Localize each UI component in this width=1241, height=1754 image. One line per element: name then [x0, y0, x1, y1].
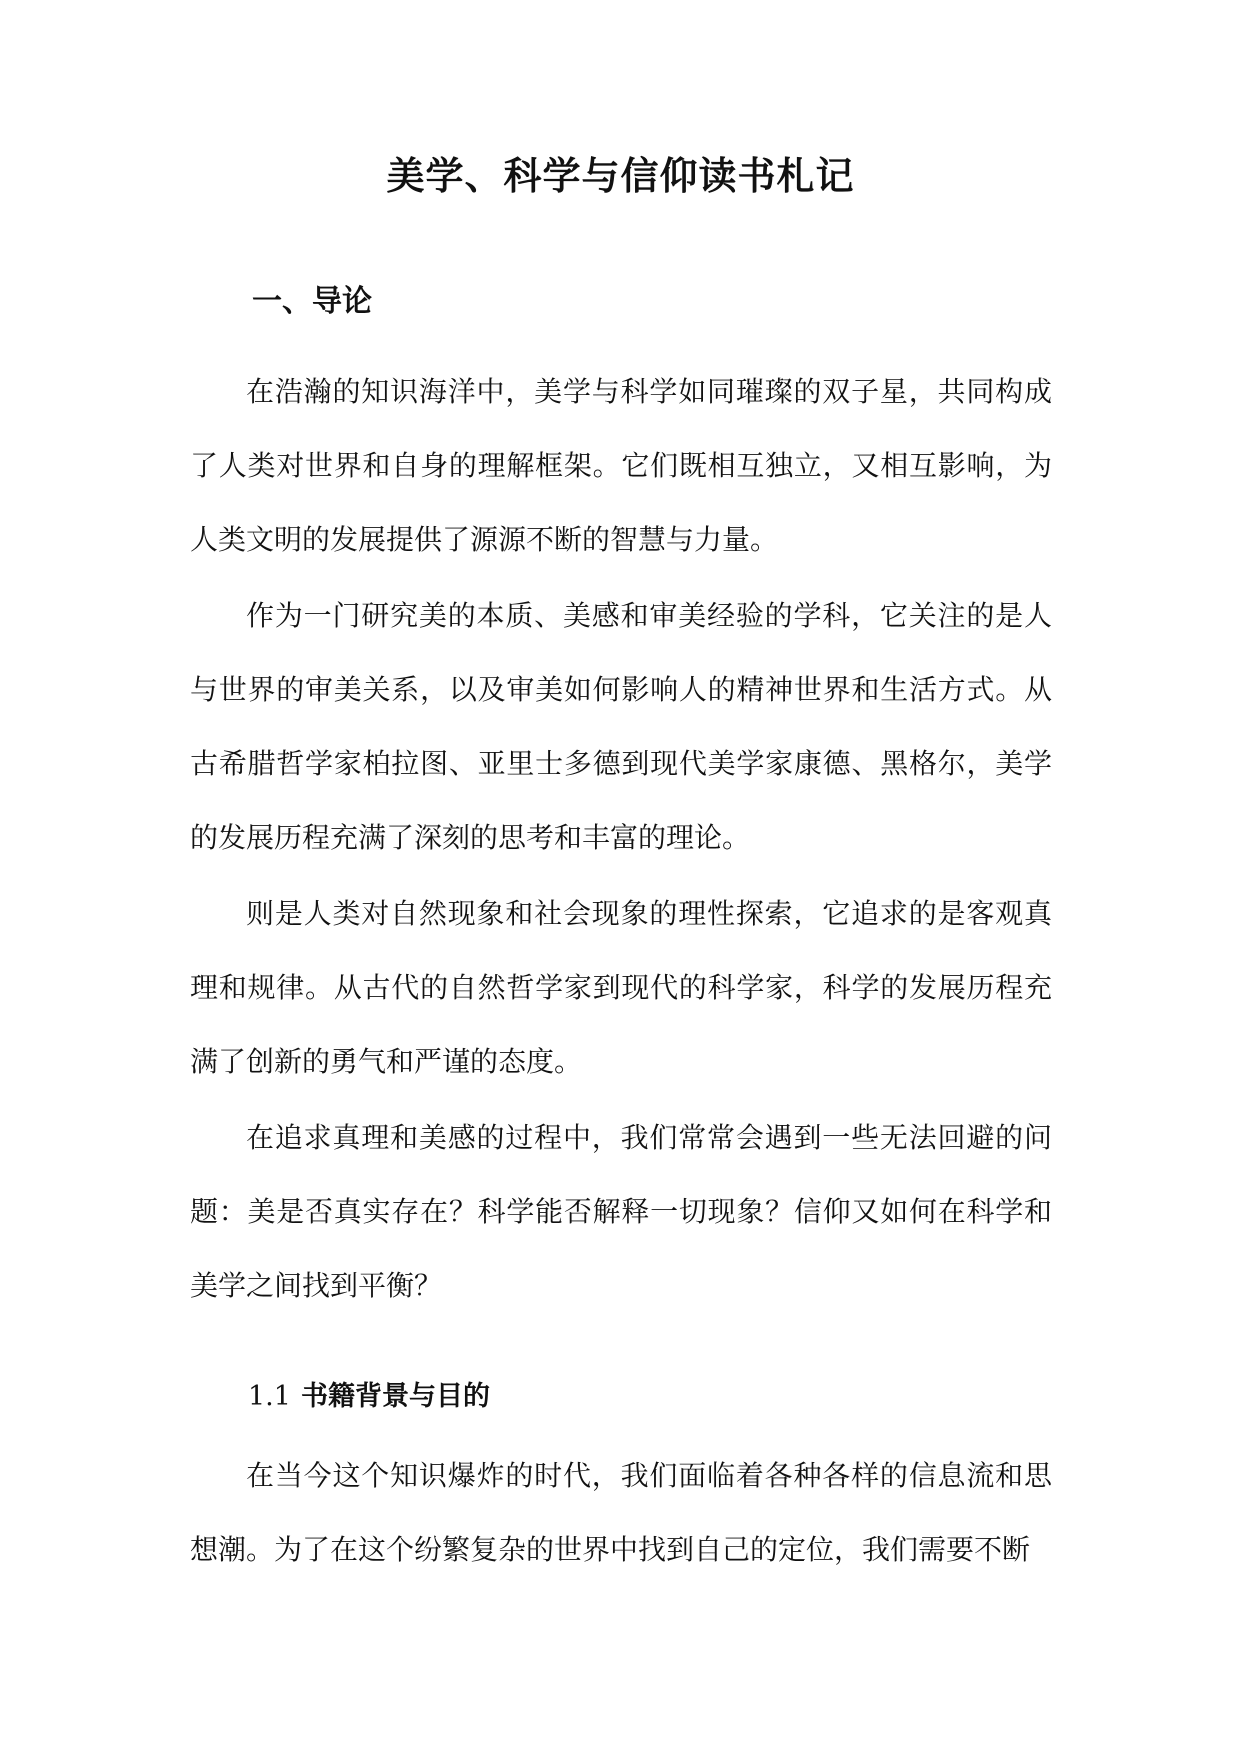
paragraph-intro-3: 则是人类对自然现象和社会现象的理性探索，它追求的是客观真理和规律。从古代的自然哲学家到现代的科学家，科学的发展历程充满了创新的勇气和严谨的态度。 — [190, 897, 1052, 1078]
subsection-heading-background — [248, 1377, 490, 1417]
subsection-number: 1.1 — [248, 1381, 291, 1412]
section-heading-introduction: 一、导论 — [252, 284, 372, 319]
subsection-title: 书籍背景与目的 — [300, 1381, 490, 1412]
paragraph-background-1: 在当今这个知识爆炸的时代，我们面临着各种各样的信息流和思想潮。为了在这个纷繁复杂的世界中找到自己的定位，我们需要不断 — [190, 1459, 1052, 1566]
paragraph-intro-1: 在浩瀚的知识海洋中，美学与科学如同璀璨的双子星，共同构成了人类对世界和自身的理解框架。它们既相互独立，又相互影响，为人类文明的发展提供了源源不断的智慧与力量。 — [190, 375, 1052, 556]
document-title: 美学、科学与信仰读书札记 — [386, 154, 855, 198]
paragraph-intro-2: 作为一门研究美的本质、美感和审美经验的学科，它关注的是人与世界的审美关系，以及审美如何影响人的精神世界和生活方式。从古希腊哲学家柏拉图、亚里士多德到现代美学家康德、黑格尔，美学的发展历程充满了深刻的思考和丰富的理论。 — [190, 599, 1052, 854]
paragraph-intro-4: 在追求真理和美感的过程中，我们常常会遇到一些无法回避的问题：美是否真实存在？科学能否解释一切现象？信仰又如何在科学和美学之间找到平衡？ — [190, 1121, 1052, 1302]
